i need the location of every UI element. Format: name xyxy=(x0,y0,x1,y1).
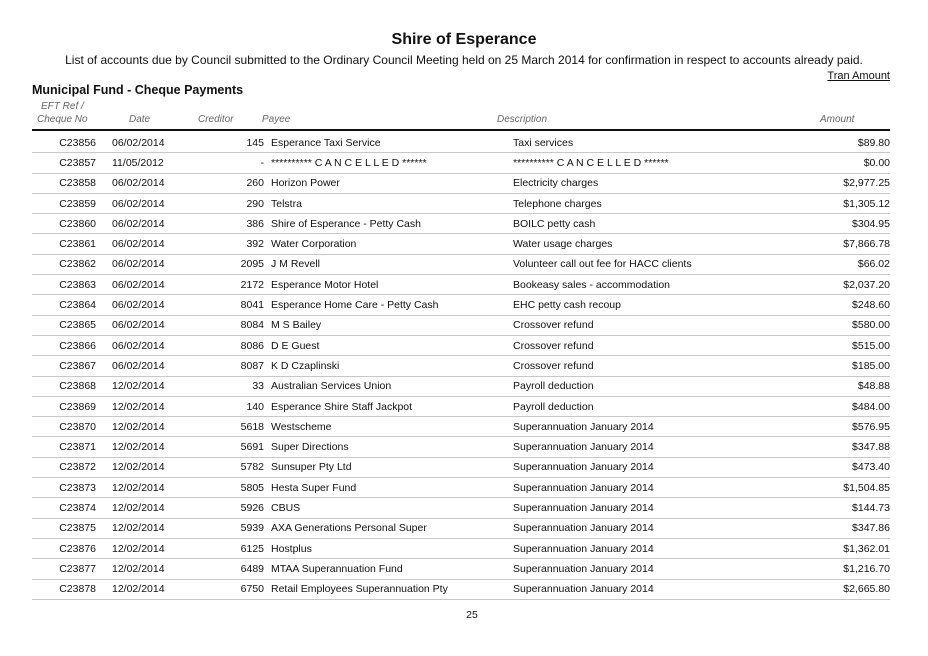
cheque-no-cell: C23860 xyxy=(32,214,96,234)
header-description: Description xyxy=(497,114,548,125)
table-row xyxy=(32,376,890,396)
amount-cell: $89.80 xyxy=(773,133,890,153)
header-date: Date xyxy=(129,114,151,125)
payments-table xyxy=(32,133,890,600)
description-cell: Volunteer call out fee for HACC clients xyxy=(513,254,773,274)
cheque-no-cell: C23870 xyxy=(32,417,96,437)
table-row xyxy=(32,538,890,558)
table-row xyxy=(32,234,890,254)
table-row xyxy=(32,315,890,335)
amount-cell: $347.88 xyxy=(773,437,890,457)
date-cell: 06/02/2014 xyxy=(96,254,188,274)
description-cell: Water usage charges xyxy=(513,234,773,254)
payee-cell: Horizon Power xyxy=(264,173,513,193)
table-row xyxy=(32,193,890,213)
payee-cell: ********** C A N C E L L E D ****** xyxy=(264,153,513,173)
cheque-no-cell: C23876 xyxy=(32,538,96,558)
payee-cell: Esperance Motor Hotel xyxy=(264,275,513,295)
date-cell: 12/02/2014 xyxy=(96,559,188,579)
description-cell: Superannuation January 2014 xyxy=(513,437,773,457)
date-cell: 06/02/2014 xyxy=(96,214,188,234)
cheque-no-cell: C23868 xyxy=(32,376,96,396)
cheque-no-cell: C23877 xyxy=(32,559,96,579)
amount-cell: $66.02 xyxy=(773,254,890,274)
creditor-cell: 8086 xyxy=(188,335,264,355)
cheque-no-cell: C23866 xyxy=(32,335,96,355)
date-cell: 12/02/2014 xyxy=(96,396,188,416)
creditor-cell: 5805 xyxy=(188,478,264,498)
payee-cell: Esperance Shire Staff Jackpot xyxy=(264,396,513,416)
header-ref-line1: EFT Ref / xyxy=(41,101,84,112)
payee-cell: AXA Generations Personal Super xyxy=(264,518,513,538)
cheque-no-cell: C23856 xyxy=(32,133,96,153)
cheque-no-cell: C23857 xyxy=(32,153,96,173)
table-row xyxy=(32,214,890,234)
cheque-no-cell: C23873 xyxy=(32,478,96,498)
page-number: 25 xyxy=(466,609,478,621)
date-cell: 12/02/2014 xyxy=(96,457,188,477)
amount-cell: $2,665.80 xyxy=(773,579,890,599)
table-row xyxy=(32,518,890,538)
amount-cell: $1,362.01 xyxy=(773,538,890,558)
payee-cell: J M Revell xyxy=(264,254,513,274)
creditor-cell: 6489 xyxy=(188,559,264,579)
header-amount: Amount xyxy=(820,114,855,125)
table-row xyxy=(32,559,890,579)
payee-cell: Westscheme xyxy=(264,417,513,437)
description-cell: Superannuation January 2014 xyxy=(513,559,773,579)
payee-cell: Esperance Home Care - Petty Cash xyxy=(264,295,513,315)
document-title: Shire of Esperance xyxy=(391,31,537,48)
date-cell: 06/02/2014 xyxy=(96,275,188,295)
description-cell: BOILC petty cash xyxy=(513,214,773,234)
cheque-no-cell: C23867 xyxy=(32,356,96,376)
amount-cell: $515.00 xyxy=(773,335,890,355)
description-cell: Payroll deduction xyxy=(513,396,773,416)
table-row xyxy=(32,133,890,153)
date-cell: 06/02/2014 xyxy=(96,173,188,193)
cheque-no-cell: C23869 xyxy=(32,396,96,416)
table-row xyxy=(32,396,890,416)
creditor-cell: - xyxy=(188,153,264,173)
amount-cell: $576.95 xyxy=(773,417,890,437)
section-title: Municipal Fund - Cheque Payments xyxy=(32,83,244,97)
date-cell: 12/02/2014 xyxy=(96,437,188,457)
description-cell: Superannuation January 2014 xyxy=(513,538,773,558)
table-row xyxy=(32,335,890,355)
cheque-no-cell: C23861 xyxy=(32,234,96,254)
description-cell: Crossover refund xyxy=(513,335,773,355)
cheque-no-cell: C23863 xyxy=(32,275,96,295)
description-cell: Crossover refund xyxy=(513,356,773,376)
payee-cell: Super Directions xyxy=(264,437,513,457)
header-divider xyxy=(32,129,890,131)
payee-cell: CBUS xyxy=(264,498,513,518)
creditor-cell: 6125 xyxy=(188,538,264,558)
table-row xyxy=(32,437,890,457)
header-creditor: Creditor xyxy=(198,114,234,125)
date-cell: 06/02/2014 xyxy=(96,356,188,376)
date-cell: 12/02/2014 xyxy=(96,498,188,518)
date-cell: 12/02/2014 xyxy=(96,579,188,599)
description-cell: Superannuation January 2014 xyxy=(513,579,773,599)
header-ref-line2: Cheque No xyxy=(37,114,88,125)
amount-cell: $0.00 xyxy=(773,153,890,173)
amount-cell: $144.73 xyxy=(773,498,890,518)
creditor-cell: 392 xyxy=(188,234,264,254)
date-cell: 06/02/2014 xyxy=(96,315,188,335)
creditor-cell: 8084 xyxy=(188,315,264,335)
amount-cell: $185.00 xyxy=(773,356,890,376)
table-row xyxy=(32,295,890,315)
amount-cell: $580.00 xyxy=(773,315,890,335)
date-cell: 06/02/2014 xyxy=(96,335,188,355)
payee-cell: Retail Employees Superannuation Pty xyxy=(264,579,513,599)
amount-cell: $248.60 xyxy=(773,295,890,315)
payee-cell: K D Czaplinski xyxy=(264,356,513,376)
description-cell: Superannuation January 2014 xyxy=(513,417,773,437)
payee-cell: Telstra xyxy=(264,193,513,213)
tran-amount-label: Tran Amount xyxy=(827,70,890,82)
date-cell: 06/02/2014 xyxy=(96,133,188,153)
description-cell: Taxi services xyxy=(513,133,773,153)
date-cell: 06/02/2014 xyxy=(96,295,188,315)
description-cell: Payroll deduction xyxy=(513,376,773,396)
payee-cell: Sunsuper Pty Ltd xyxy=(264,457,513,477)
cheque-no-cell: C23874 xyxy=(32,498,96,518)
description-cell: ********** C A N C E L L E D ****** xyxy=(513,153,773,173)
creditor-cell: 8087 xyxy=(188,356,264,376)
amount-cell: $347.86 xyxy=(773,518,890,538)
payee-cell: MTAA Superannuation Fund xyxy=(264,559,513,579)
creditor-cell: 386 xyxy=(188,214,264,234)
cheque-no-cell: C23871 xyxy=(32,437,96,457)
description-cell: EHC petty cash recoup xyxy=(513,295,773,315)
cheque-no-cell: C23858 xyxy=(32,173,96,193)
table-row xyxy=(32,275,890,295)
amount-cell: $484.00 xyxy=(773,396,890,416)
creditor-cell: 8041 xyxy=(188,295,264,315)
cheque-no-cell: C23878 xyxy=(32,579,96,599)
amount-cell: $473.40 xyxy=(773,457,890,477)
document-subtitle: List of accounts due by Council submitted to the Ordinary Council Meeting held on 25 March 2014 for confirmation in respect to accounts already paid. xyxy=(65,53,863,67)
payee-cell: Hostplus xyxy=(264,538,513,558)
payee-cell: M S Bailey xyxy=(264,315,513,335)
date-cell: 12/02/2014 xyxy=(96,538,188,558)
creditor-cell: 5618 xyxy=(188,417,264,437)
table-row xyxy=(32,478,890,498)
date-cell: 06/02/2014 xyxy=(96,193,188,213)
table-row xyxy=(32,153,890,173)
amount-cell: $1,216.70 xyxy=(773,559,890,579)
table-row xyxy=(32,254,890,274)
table-row xyxy=(32,457,890,477)
creditor-cell: 5691 xyxy=(188,437,264,457)
creditor-cell: 290 xyxy=(188,193,264,213)
date-cell: 12/02/2014 xyxy=(96,478,188,498)
description-cell: Electricity charges xyxy=(513,173,773,193)
amount-cell: $48.88 xyxy=(773,376,890,396)
table-row xyxy=(32,498,890,518)
payee-cell: Esperance Taxi Service xyxy=(264,133,513,153)
amount-cell: $2,977.25 xyxy=(773,173,890,193)
creditor-cell: 5926 xyxy=(188,498,264,518)
cheque-no-cell: C23864 xyxy=(32,295,96,315)
amount-cell: $2,037.20 xyxy=(773,275,890,295)
table-row xyxy=(32,417,890,437)
payee-cell: Hesta Super Fund xyxy=(264,478,513,498)
creditor-cell: 260 xyxy=(188,173,264,193)
creditor-cell: 5939 xyxy=(188,518,264,538)
description-cell: Superannuation January 2014 xyxy=(513,498,773,518)
header-payee: Payee xyxy=(262,114,291,125)
cheque-no-cell: C23872 xyxy=(32,457,96,477)
date-cell: 06/02/2014 xyxy=(96,234,188,254)
description-cell: Superannuation January 2014 xyxy=(513,478,773,498)
cheque-no-cell: C23875 xyxy=(32,518,96,538)
creditor-cell: 2172 xyxy=(188,275,264,295)
amount-cell: $1,504.85 xyxy=(773,478,890,498)
date-cell: 12/02/2014 xyxy=(96,518,188,538)
cheque-no-cell: C23862 xyxy=(32,254,96,274)
payee-cell: Shire of Esperance - Petty Cash xyxy=(264,214,513,234)
creditor-cell: 145 xyxy=(188,133,264,153)
description-cell: Superannuation January 2014 xyxy=(513,457,773,477)
amount-cell: $1,305.12 xyxy=(773,193,890,213)
cheque-no-cell: C23865 xyxy=(32,315,96,335)
description-cell: Crossover refund xyxy=(513,315,773,335)
description-cell: Superannuation January 2014 xyxy=(513,518,773,538)
date-cell: 12/02/2014 xyxy=(96,376,188,396)
date-cell: 12/02/2014 xyxy=(96,417,188,437)
amount-cell: $304.95 xyxy=(773,214,890,234)
date-cell: 11/05/2012 xyxy=(96,153,188,173)
creditor-cell: 33 xyxy=(188,376,264,396)
description-cell: Telephone charges xyxy=(513,193,773,213)
creditor-cell: 140 xyxy=(188,396,264,416)
payee-cell: Water Corporation xyxy=(264,234,513,254)
creditor-cell: 2095 xyxy=(188,254,264,274)
creditor-cell: 5782 xyxy=(188,457,264,477)
amount-cell: $7,866.78 xyxy=(773,234,890,254)
table-row xyxy=(32,173,890,193)
table-row xyxy=(32,579,890,599)
table-row xyxy=(32,356,890,376)
description-cell: Bookeasy sales - accommodation xyxy=(513,275,773,295)
cheque-no-cell: C23859 xyxy=(32,193,96,213)
payee-cell: Australian Services Union xyxy=(264,376,513,396)
creditor-cell: 6750 xyxy=(188,579,264,599)
payee-cell: D E Guest xyxy=(264,335,513,355)
